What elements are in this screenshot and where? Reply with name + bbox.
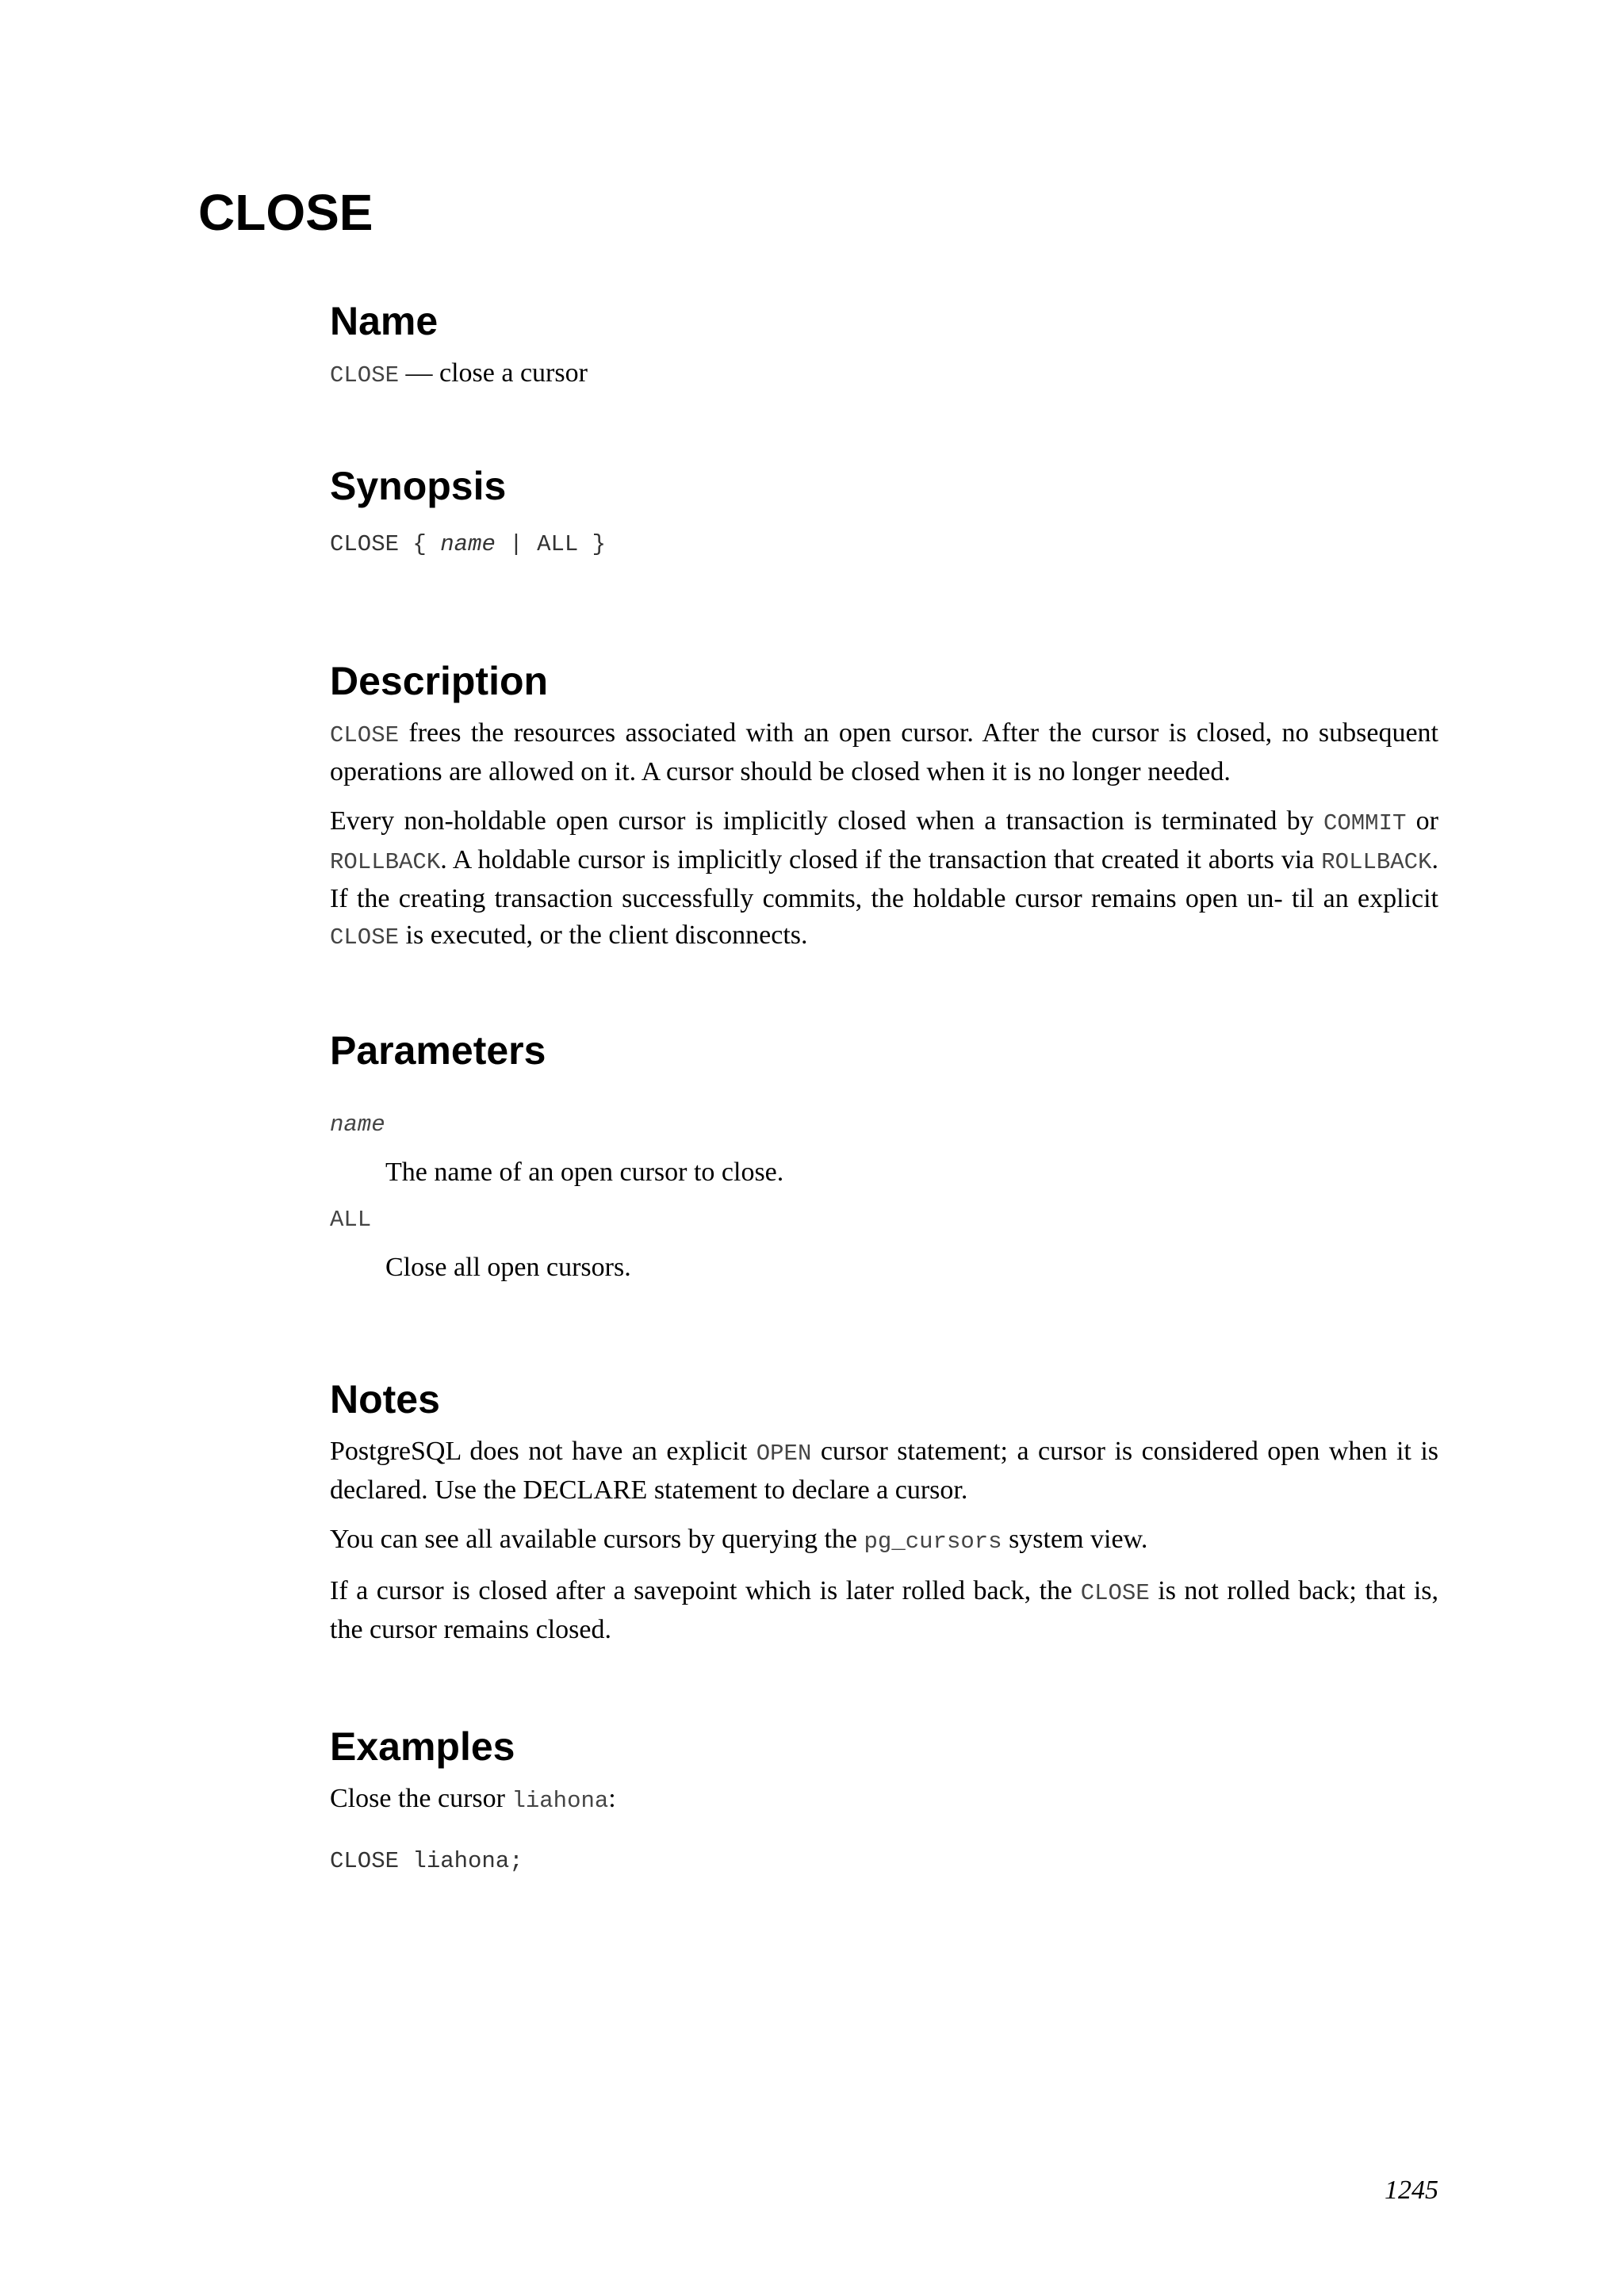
notes-paragraph-1 — [330, 1433, 1438, 1509]
parameter-term: ALL — [330, 1207, 372, 1233]
section-notes — [330, 1372, 1438, 1648]
description-p1-cmd: CLOSE — [330, 722, 400, 748]
parameter-description: Close all open cursors. — [385, 1253, 631, 1282]
synopsis-param: name — [440, 531, 496, 557]
section-heading-parameters: Parameters — [330, 1028, 546, 1073]
description-p2-text-6: is executed, or the client disconnects. — [399, 920, 808, 950]
description-p2-text-1: Every non-holdable open cursor is implicitly closed when a transaction is terminated by — [330, 806, 1323, 836]
notes-p2-pg-cursors: pg_cursors — [864, 1529, 1002, 1555]
synopsis-pre: CLOSE { — [330, 531, 441, 557]
name-command: CLOSE — [330, 362, 400, 388]
notes-paragraph-2 — [330, 1521, 1438, 1560]
notes-paragraph-3 — [330, 1573, 1438, 1648]
section-heading-name: Name — [330, 299, 439, 343]
notes-p1-text-1: PostgreSQL does not have an explicit — [330, 1437, 756, 1466]
notes-p2-text-2: system view. — [1002, 1525, 1148, 1554]
section-name — [330, 293, 1438, 394]
synopsis-code — [330, 526, 1438, 563]
description-p2-rollback-1: ROLLBACK — [330, 849, 441, 875]
section-description — [330, 653, 1438, 956]
example-code: CLOSE liahona; — [330, 1848, 523, 1874]
name-summary-text: — close a cursor — [399, 358, 588, 388]
parameter-term-name: name — [330, 1112, 385, 1138]
section-heading-notes: Notes — [330, 1377, 440, 1422]
notes-p3-text-1: If a cursor is closed after a savepoint which is later rolled back, the — [330, 1576, 1081, 1605]
parameter-description: The name of an open cursor to close. — [385, 1158, 784, 1187]
section-parameters — [330, 1023, 1438, 1286]
notes-p1-text-2: cursor statement; a cursor is considered open when it is declared. Use the DECLARE statement to declare a cursor. — [330, 1437, 1438, 1505]
section-synopsis — [330, 458, 1438, 563]
section-heading-synopsis: Synopsis — [330, 464, 507, 508]
description-p2-text-3: . A holdable cursor is implicitly closed if the transaction that created it aborts via — [440, 845, 1322, 874]
examples-cursor-name: liahona — [511, 1788, 609, 1814]
section-examples — [330, 1719, 1438, 1880]
description-p2-text-4: . If the creating transaction successfully commits, the holdable cursor remains open un- — [330, 845, 1438, 913]
section-heading-examples: Examples — [330, 1724, 515, 1769]
parameter-term — [330, 1107, 1438, 1143]
description-p1-text: frees the resources associated with an open cursor. After the cursor is closed, no subsequent operations are allowed on it. A cursor should be closed when it is no longer needed. — [330, 718, 1438, 786]
description-p2-rollback-2: ROLLBACK — [1321, 849, 1432, 875]
description-p2-commit: COMMIT — [1323, 810, 1407, 836]
examples-intro — [330, 1781, 1438, 1820]
description-paragraph-1 — [330, 715, 1438, 790]
description-paragraph-2 — [330, 803, 1438, 956]
parameter-list — [330, 1107, 1438, 1286]
name-summary — [330, 355, 1438, 394]
examples-intro-text: Close the cursor — [330, 1784, 512, 1813]
notes-p3-close: CLOSE — [1080, 1580, 1150, 1606]
notes-p3-text-2: is not rolled back; that is, the cursor remains closed. — [330, 1576, 1438, 1644]
examples-intro-end: : — [608, 1784, 616, 1813]
description-p2-text-2: or — [1406, 806, 1438, 836]
section-heading-description: Description — [330, 659, 549, 703]
description-p2-text-5: til an explicit — [1291, 884, 1438, 913]
notes-p1-open: OPEN — [756, 1441, 812, 1467]
description-p2-close: CLOSE — [330, 924, 400, 951]
notes-p2-text-1: You can see all available cursors by querying the — [330, 1525, 864, 1554]
page-number: 1245 — [1385, 2175, 1438, 2205]
page-title: CLOSE — [198, 184, 373, 241]
synopsis-post: | ALL } — [495, 531, 607, 557]
